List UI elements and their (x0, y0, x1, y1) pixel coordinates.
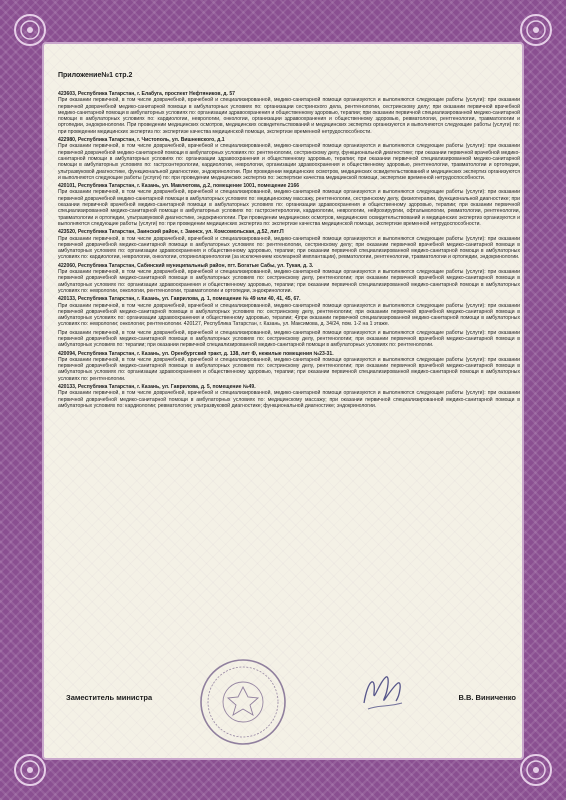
entry-text: При оказании первичной, в том числе доврачебной, врачебной и специализированной, медико-санитарной помощи организуются и выполняются следующие работы (услуги): при оказании первичной доврачебной медико-санитарной помощи в амбулаторных условиях по: сестринскому делу, рентгенологии; при оказании первичной врачебной медико-санитарной помощи в амбулаторных условиях по: организации здравоохранения и общественному здоровью, терапии; 4)при оказании первичной специализированной медико-санитарной помощи в амбулаторных условиях по: неврологии; онкологии; рентгенологии. 420127, Республика Татарстан, г. Казань, ул. Максимова, д. 34/24, пом. 1-2 на 1 этаже. (58, 302, 520, 328)
entry-text: При оказании первичной, в том числе доврачебной, врачебной и специализированной, медико-санитарной помощи организуются и выполняются следующие работы (услуги): при оказании первичной доврачебной медико-санитарной помощи в амбулаторных условиях по: сестринскому делу, рентгенологии; при оказании первичной врачебной медико-санитарной помощи в амбулаторных условиях по: организации здравоохранения и общественному здоровью, терапии; при оказании первичной специализированной медико-санитарной помощи в амбулаторных условиях по: рентгенологии. (58, 356, 520, 382)
entry-address: 420101, Республика Татарстан, г. Казань, ул. Мавлютова, д.2, помещение 1001, помещение 2166 (58, 183, 300, 190)
list-item (58, 351, 520, 382)
list-item (58, 91, 520, 135)
signatory-name: В.В. Виниченко (458, 693, 516, 702)
entry-address: 422060, Республика Татарстан, Сабинский муниципальный район, пгт. Богатые Сабы, ул. Тукая, д. 3. (58, 262, 314, 269)
corner-rosette-icon (518, 12, 554, 48)
list-item (58, 296, 520, 327)
entry-text: При оказании первичной, в том числе доврачебной, врачебной и специализированной, медико-санитарной помощи организуются и выполняются следующие работы (услуги): при оказании первичной доврачебной медико-санитарной помощи в амбулаторных условиях по: сестринскому делу, рентгенологии; при оказании первичной врачебной медико-санитарной помощи в амбулаторных условиях по: терапии; при оказании первичной специализированной медико-санитарной помощи в амбулаторных условиях по: рентгенологии. (58, 329, 520, 349)
annex-title: Приложение№1 стр.2 (58, 72, 133, 79)
list-item (58, 263, 520, 294)
list-item (58, 229, 520, 260)
corner-rosette-icon (518, 752, 554, 788)
entry-address: 423603, Республика Татарстан, г. Елабуга, проспект Нефтяников, д. 57 (58, 91, 236, 97)
signature-block (58, 665, 520, 725)
entry-address: 422980, Республика Татарстан, г. Чистополь, ул. Вишневского, д.1 (58, 137, 225, 144)
entry-text: При оказании первичной, в том числе доврачебной, врачебной и специализированной, медико-санитарной помощи организуются и выполняются следующие работы (услуги): при оказании первичной доврачебной медико-санитарной помощи в амбулаторных условиях по: сестринскому делу, рентгенологии; при оказании первичной врачебной медико-санитарной помощи в амбулаторных условиях по: организации здравоохранения и общественному здоровью, терапии; при оказании первичной специализированной медико-санитарной помощи в амбулаторных условиях по: неврологии, онкологии, рентгенологии, травматологии и ортопедии, эндокринологии. (58, 269, 520, 294)
corner-rosette-icon (12, 12, 48, 48)
entry-text: При оказании первичной, в том числе доврачебной, врачебной и специализированной, медико-санитарной помощи организуются и выполняются следующие работы (услуги): при оказании первичной доврачебной медико-санитарной помощи в амбулаторных условиях по: медицинскому массажу, рентгенологии, сестринскому делу, физиотерапии, функциональной диагностике; при оказании первичной врачебной медико-санитарной помощи в амбулаторных условиях по: организации здравоохранения и общественному здоровью, терапии; при оказании первичной специализированной медико-санитарной помощи в амбулаторных условиях по: гастроэнтерологии, кардиологии, неврологии, нейрохирургии, офтальмологии, ревматологии, рентгенологии, травматологии и ортопедии, ультразвуковой диагностике, эндокринологии. При проведении медицинских осмотров, медицинских освидетельствований и медицинских экспертиз организуются и выполняются следующие работы (услуги) по: при проведении медицинских экспертиз по: экспертизе качества медицинской помощи, экспертизе временной нетрудоспособности. (58, 189, 520, 227)
list-item (58, 384, 520, 409)
list-item (58, 183, 520, 227)
signatory-title: Заместитель министра (66, 693, 153, 702)
entry-text: При оказании первичной, в том числе доврачебной, врачебной и специализированной, медико-санитарной помощи организуются и выполняются следующие работы (услуги): при оказании первичной доврачебной медико-санитарной помощи в амбулаторных условиях по: медицинскому массажу; при оказании первичной специализированной медико-санитарной помощи в амбулаторных условиях по: кардиологии; ревматологии; ультразвуковой диагностике; функциональной диагностике; эндокринологии. (58, 390, 520, 409)
entry-text: При оказании первичной, в том числе доврачебной, врачебной и специализированной, медико-санитарной помощи организуются и выполняются следующие работы (услуги): при оказании первичной доврачебной медико-санитарной помощи в амбулаторных условиях по: рентгенологии, сестринскому делу; при оказании первичной врачебной медико-санитарной помощи в амбулаторных условиях по: организации здравоохранения и общественному здоровью, терапии; при оказании первичной специализированной медико-санитарной помощи в амбулаторных условиях по: кардиологии, неврологии, онкологии, оториноларингологии (за исключением кохлеарной имплантации), ревматологии, рентгенологии, травматологии и ортопедии, эндокринологии. (58, 235, 520, 261)
corner-rosette-icon (12, 752, 48, 788)
list-item (58, 137, 520, 181)
entry-text: При оказании первичной, в том числе доврачебной, врачебной и специализированной, медико-санитарной помощи организуются и выполняются следующие работы (услуги): при оказании первичной доврачебной медико-санитарной помощи в амбулаторных условиях по: рентгенологии, сестринскому делу, функциональной диагностике; при оказании первичной врачебной медико-санитарной помощи в амбулаторных условиях по: организации здравоохранения и общественному здоровью, терапии; при оказании первичной специализированной медико-санитарной помощи в амбулаторных условиях по: гастроэнтерологии, кардиологии, неврологии, организации здравоохранения и общественному здоровью, рентгенологии, травматологии и ортопедии, ультразвуковой диагностике, функциональной диагностике, эндокринологии. При проведении медицинских осмотров, медицинских освидетельствований и медицинских экспертиз организуются и выполняются следующие работы (услуги) по: при проведении медицинских экспертиз по: экспертизе качества медицинской помощи, экспертизе временной нетрудоспособности. (58, 143, 520, 181)
handwritten-signature-icon (358, 669, 408, 715)
entry-address: 420133, Республика Татарстан, г. Казань, ул. Гаврилова, д. 5, помещение №49. (58, 384, 256, 391)
entry-address: 420094, Республика Татарстан, г. Казань, ул. Оренбургский тракт, д. 138, лит Ф, нежилые помещения №23-31. (58, 350, 334, 357)
list-item (58, 330, 520, 349)
official-seal-icon (198, 657, 288, 747)
entry-text: При оказании первичной, в том числе доврачебной, врачебной и специализированной, медико-санитарной помощи организуются и выполняются следующие работы (услуги): при оказании первичной доврачебной медико-санитарной помощи в амбулаторных условиях по: организации сестринского дела, рентгенологии, сестринскому делу; при оказании первичной врачебной медико-санитарной помощи в амбулаторных условиях по: организации здравоохранения и общественному здоровью, терапии; при оказании первичной специализированной медико-санитарной помощи в амбулаторных условиях по: кардиологии, неврологии, онкологии, организации здравоохранения и общественному здоровью, ревматологии, рентгенологии, травматологии и ортопедии, эндокринологии. При проведении медицинских осмотров, медицинских освидетельствований и медицинских экспертиз организуются и выполняются следующие работы (услуги) по: при проведении медицинских экспертиз по: экспертизе качества медицинской помощи, экспертизе временной нетрудоспособности. (58, 97, 520, 135)
entry-address: 423520, Республика Татарстан, Заинский район, г. Заинск, ул. Комсомольская, д.52, лит.П (58, 229, 284, 236)
document-content (58, 72, 520, 702)
entry-address: 420133, Республика Татарстан, г. Казань, ул. Гаврилова, д. 1, помещение № 49 или 40, 41, 45, 67. (58, 296, 301, 303)
